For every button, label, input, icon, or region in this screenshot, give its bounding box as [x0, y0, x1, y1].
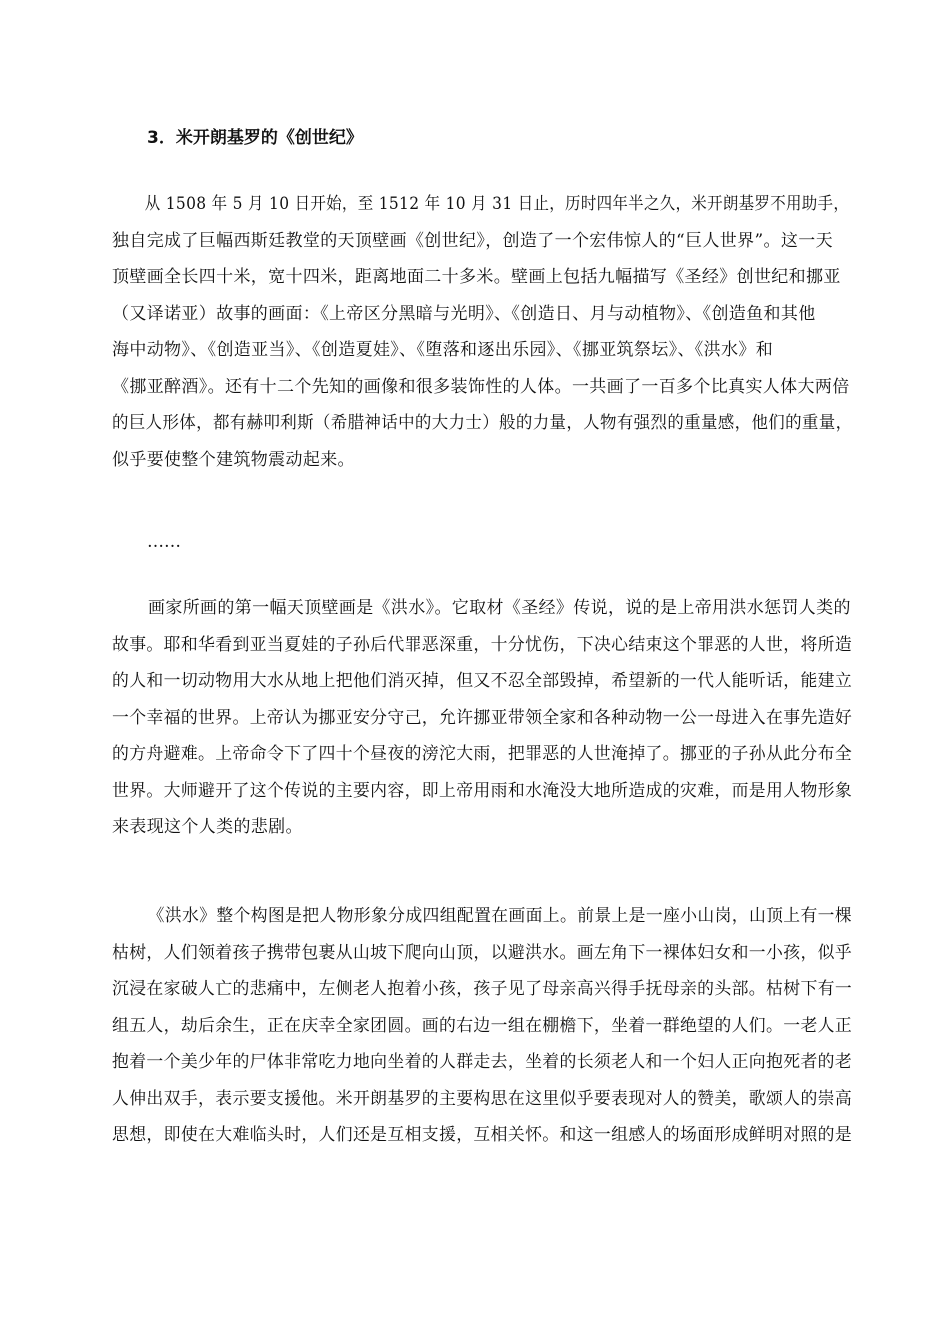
text-line: 的巨人形体，都有赫叩利斯（希腊神话中的大力士）般的力量，人物有强烈的重量感，他们的重量， — [112, 413, 853, 433]
text-line: 独自完成了巨幅西斯廷教堂的天顶壁画《创世纪》，创造了一个宏伟惊人的“巨人世界”。这一天 — [112, 230, 833, 251]
text-line: 枯树，人们领着孩子携带包裹从山坡下爬向山顶，以避洪水。画左角下一裸体妇女和一小孩，似乎 — [112, 942, 853, 963]
text-line: 人伸出双手，表示要支援他。米开朗基罗的主要构思在这里似乎要表现对人的赞美，歌颂人的崇高 — [112, 1088, 853, 1109]
text-line: 一个幸福的世界。上帝认为挪亚安分守己，允许挪亚带领全家和各种动物一公一母进入在事先造好 — [112, 707, 853, 728]
section-heading: 3．米开朗基罗的《创世纪》 — [147, 128, 363, 148]
text-line: 从 1508 年 5 月 10 日开始，至 1512 年 10 月 31 日止，历时四年半之久，米开朗基罗不用助手， — [144, 194, 850, 214]
text-line: 海中动物》、《创造亚当》、《创造夏娃》、《堕落和逐出乐园》、《挪亚筑祭坛》、《洪水》和 — [112, 340, 774, 360]
text-line: 世界。大师避开了这个传说的主要内容，即上帝用雨和水淹没大地所造成的灾难，而是用人物形象 — [112, 780, 853, 801]
paragraph-flood-story — [112, 590, 852, 846]
text-line: 组五人，劫后余生，正在庆幸全家团圆。画的右边一组在棚檐下，坐着一群绝望的人们。一老人正 — [112, 1015, 853, 1036]
text-line: 抱着一个美少年的尸体非常吃力地向坐着的人群走去，坐着的长须老人和一个妇人正向抱死者的老 — [112, 1052, 853, 1072]
text-line: 画家所画的第一幅天顶壁画是《洪水》。它取材《圣经》传说，说的是上帝用洪水惩罚人类的 — [148, 598, 851, 618]
text-line: 的人和一切动物用大水从地上把他们消灭掉，但又不忍全部毁掉，希望新的一代人能听话，能建立 — [112, 671, 853, 691]
text-line: 顶壁画全长四十米，宽十四米，距离地面二十多米。壁画上包括九幅描写《圣经》创世纪和挪亚 — [112, 267, 841, 287]
text-line: 故事。耶和华看到亚当夏娃的子孙后代罪恶深重，十分忧伤，下决心结束这个罪恶的人世，将所造 — [112, 634, 853, 655]
text-line: 沉浸在家破人亡的悲痛中，左侧老人抱着小孩，孩子见了母亲高兴得手抚母亲的头部。枯树下有一 — [112, 979, 853, 999]
paragraph-intro — [112, 186, 852, 478]
text-line: 似乎要使整个建筑物震动起来。 — [112, 449, 355, 470]
text-line: 思想，即使在大难临头时，人们还是互相支援，互相关怀。和这一组感人的场面形成鲜明对照的是 — [112, 1125, 853, 1145]
omission-mark: …… — [147, 532, 181, 552]
text-line: （又译诺亚）故事的画面：《上帝区分黑暗与光明》、《创造日、月与动植物》、《创造鱼和其他 — [112, 303, 816, 324]
text-line: 《洪水》整个构图是把人物形象分成四组配置在画面上。前景上是一座小山岗，山顶上有一棵 — [147, 906, 853, 926]
text-line: 《挪亚醉酒》。还有十二个先知的画像和很多装饰性的人体。一共画了一百多个比真实人体大两倍 — [112, 376, 850, 397]
text-line: 的方舟避难。上帝命令下了四十个昼夜的滂沱大雨，把罪恶的人世淹掉了。挪亚的子孙从此分布全 — [112, 744, 853, 764]
text-line: 来表现这个人类的悲剧。 — [112, 817, 303, 837]
paragraph-flood-composition — [112, 898, 852, 1154]
